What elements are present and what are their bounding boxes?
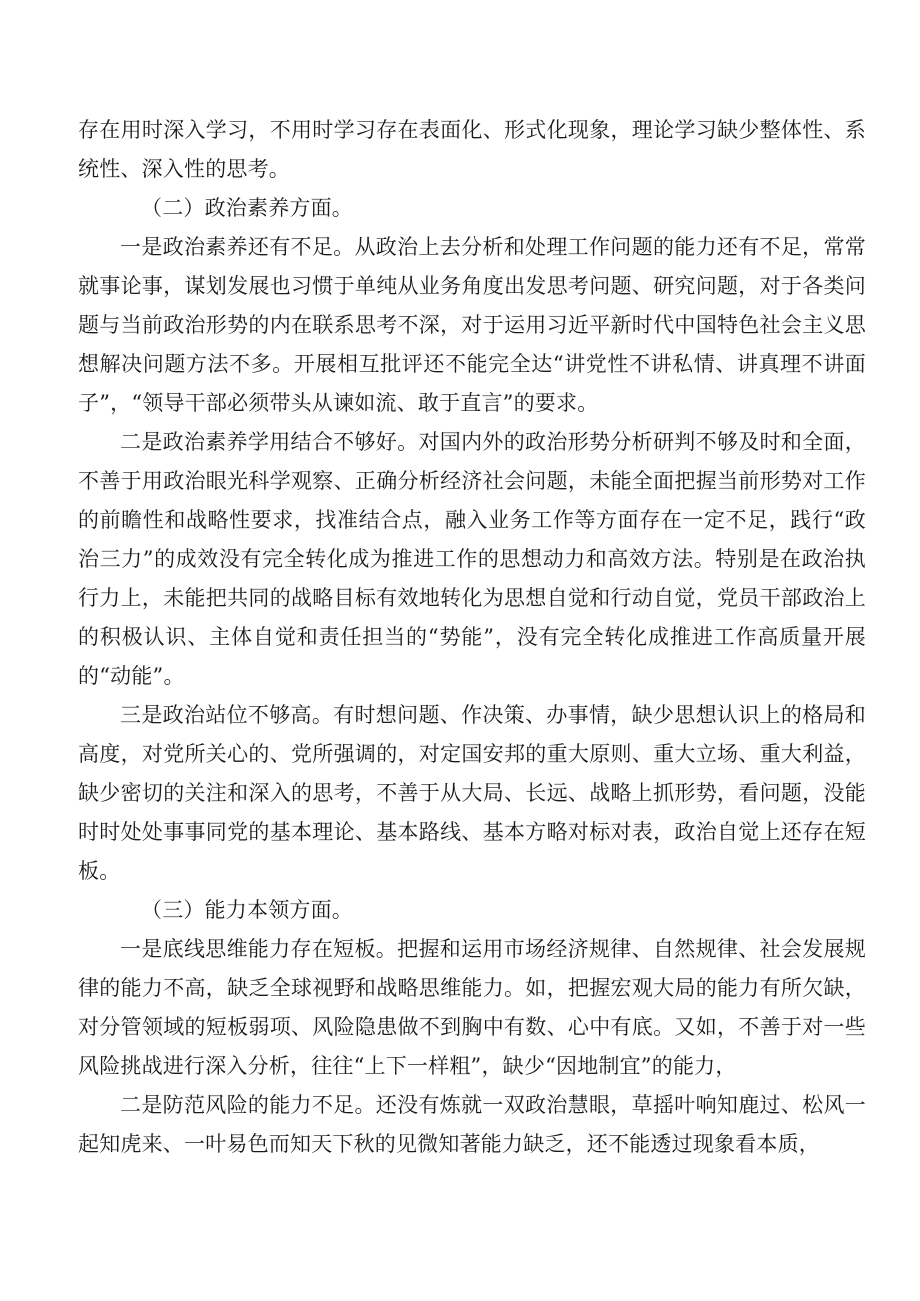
- document-body: [78, 111, 866, 1164]
- paragraph-learning-application: 二是政治素养学用结合不够好。对国内外的政治形势分析研判不够及时和全面，不善于用政治眼光科学观察、正确分析经济社会问题，未能全面把握当前形势对工作的前瞻性和战略性要求，找准结合点，融入业务工作等方面存在一定不足，践行“政治三力”的成效没有完全转化成为推进工作的思想动力和高效方法。特别是在政治执行力上，未能把共同的战略目标有效地转化为思想自觉和行动自觉，党员干部政治上的积极认识、主体自觉和责任担当的“势能”，没有完全转化成推进工作高质量开展的“动能”。: [78, 430, 866, 688]
- paragraph-political-literacy-insufficient: 一是政治素养还有不足。从政治上去分析和处理工作问题的能力还有不足，常常就事论事，谋划发展也习惯于单纯从业务角度出发思考问题、研究问题，对于各类问题与当前政治形势的内在联系思考不深，对于运用习近平新时代中国特色社会主义思想解决问题方法不多。开展相互批评还不能完全达“讲党性不讲私情、讲真理不讲面子”，“领导干部必须带头从谏如流、敢于直言”的要求。: [78, 235, 866, 415]
- paragraph-risk-prevention: 二是防范风险的能力不足。还没有炼就一双政治慧眼，草摇叶响知鹿过、松风一起知虎来、一叶易色而知天下秋的见微知著能力缺乏，还不能透过现象看本质，: [78, 1093, 866, 1156]
- section-heading-capability: （三）能力本领方面。: [141, 898, 353, 922]
- section-heading-political-literacy: （二）政治素养方面。: [141, 196, 353, 220]
- paragraph-continuation: 存在用时深入学习，不用时学习存在表面化、形式化现象，理论学习缺少整体性、系统性、深入性的思考。: [78, 118, 866, 181]
- paragraph-bottom-line-thinking: 一是底线思维能力存在短板。把握和运用市场经济规律、自然规律、社会发展规律的能力不高，缺乏全球视野和战略思维能力。如，把握宏观大局的能力有所欠缺，对分管领域的短板弱项、风险隐患做不到胸中有数、心中有底。又如，不善于对一些风险挑战进行深入分析，往往“上下一样粗”，缺少“因地制宜”的能力，: [78, 937, 866, 1078]
- paragraph-political-stance: 三是政治站位不够高。有时想问题、作决策、办事情，缺少思想认识上的格局和高度，对党所关心的、党所强调的，对定国安邦的重大原则、重大立场、重大利益，缺少密切的关注和深入的思考，不善于从大局、长远、战略上抓形势，看问题，没能时时处处事事同党的基本理论、基本路线、基本方略对标对表，政治自觉上还存在短板。: [78, 703, 866, 883]
